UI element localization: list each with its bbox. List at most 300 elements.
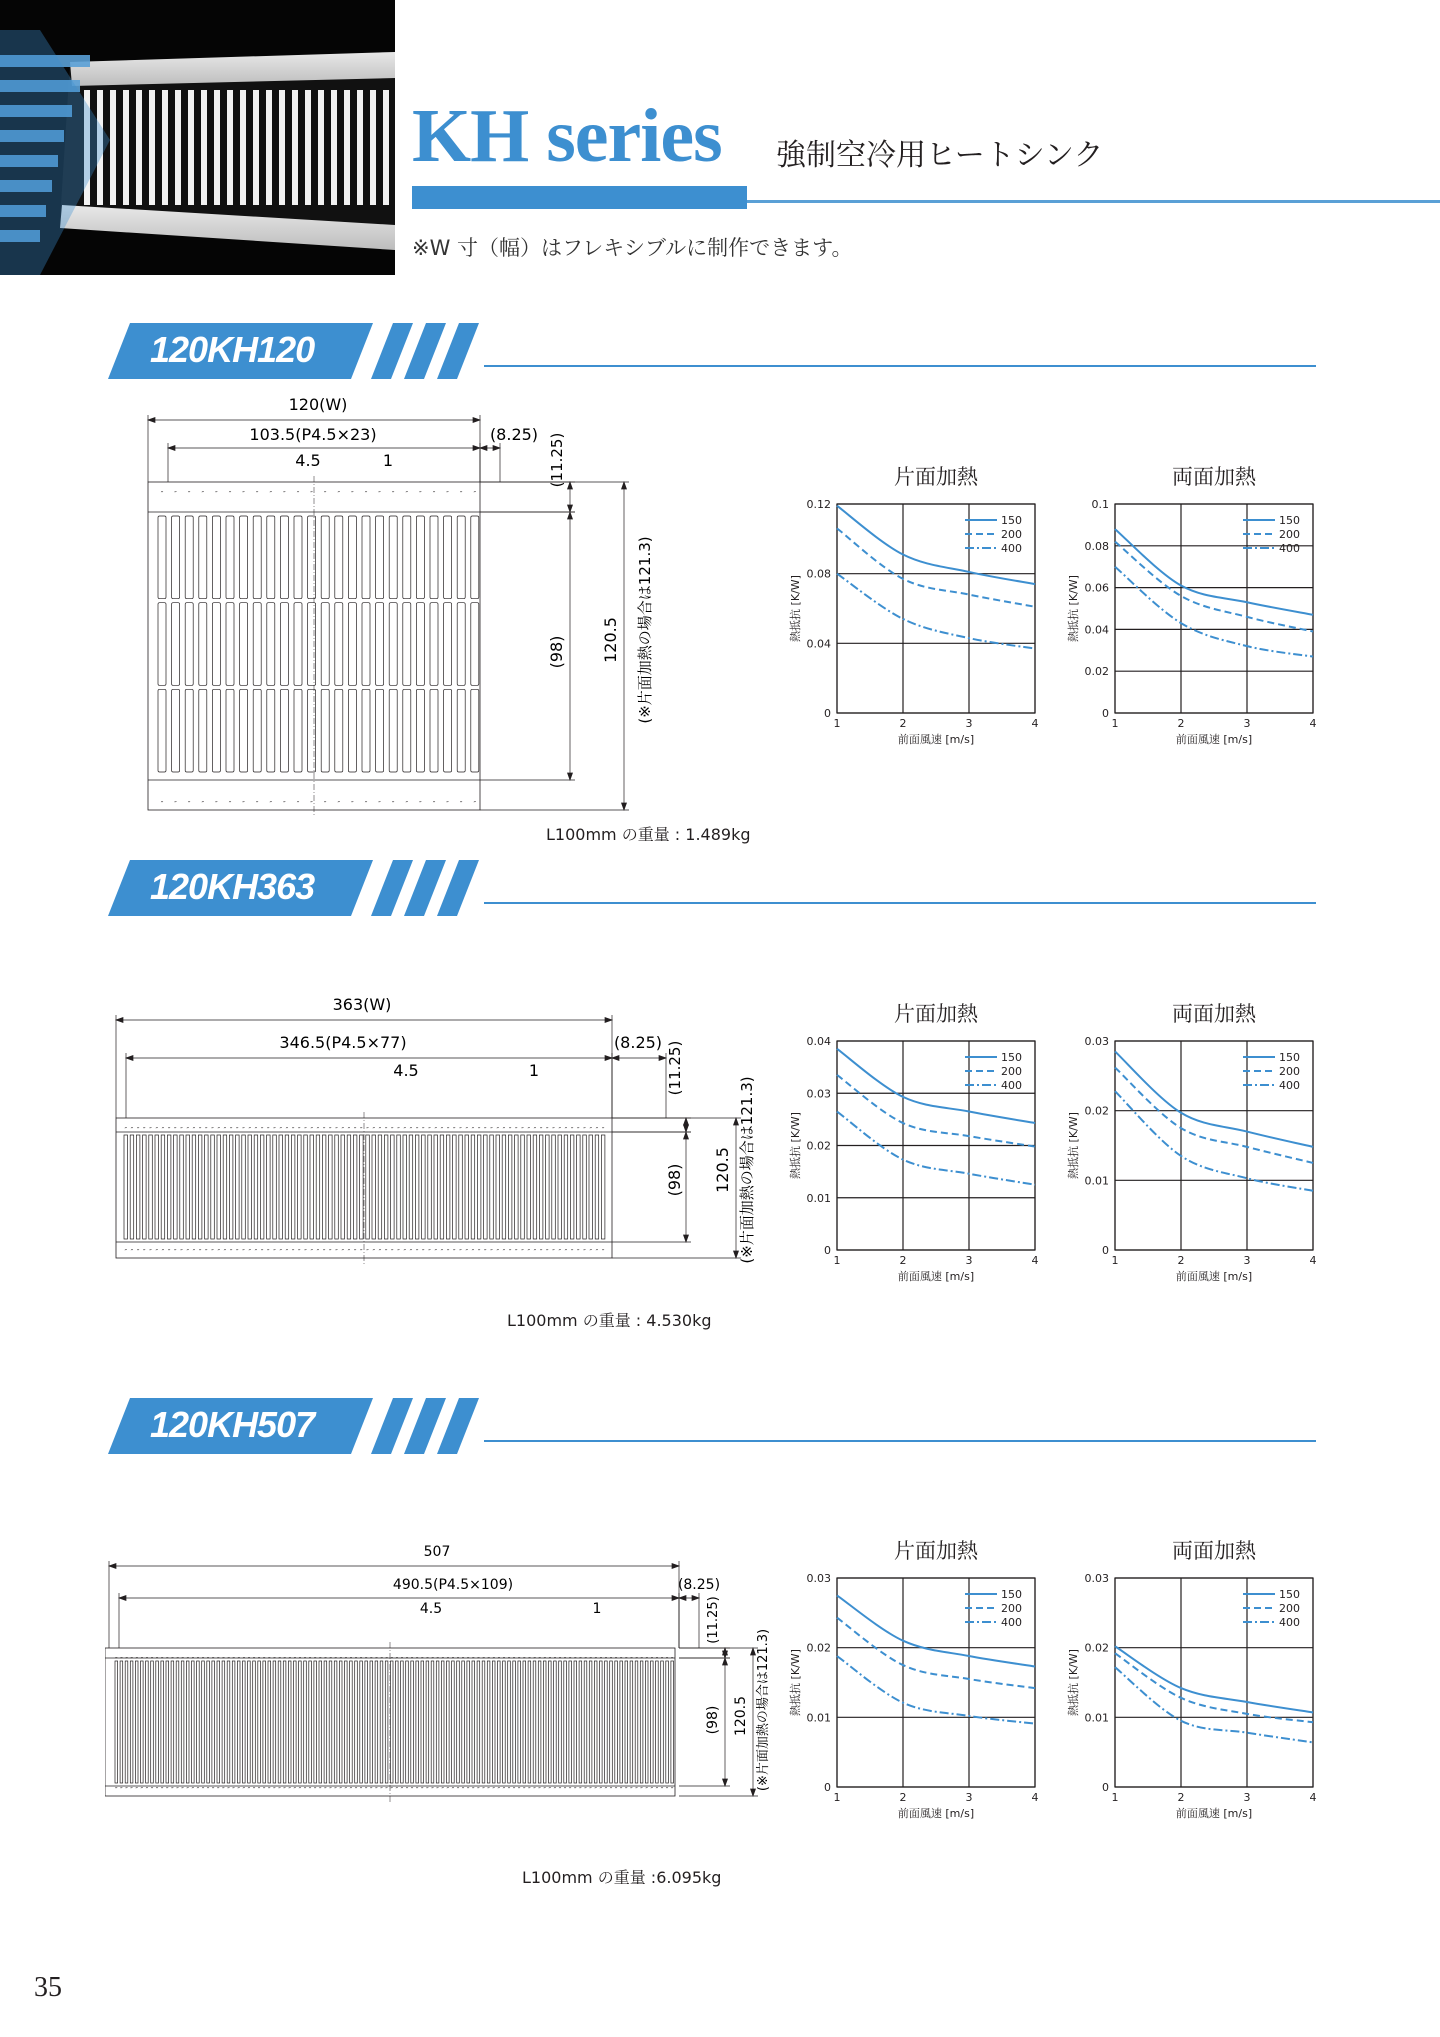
- photo-fin: [188, 90, 194, 205]
- fin: [615, 1661, 618, 1783]
- fin-mark: ″: [670, 1786, 674, 1794]
- fin-mark: ″: [232, 1656, 235, 1664]
- photo-fin: [279, 90, 285, 205]
- fin-mark: ″: [624, 1656, 628, 1664]
- fin-mark: ″: [521, 1248, 524, 1256]
- fin-segment: [253, 603, 261, 686]
- fin-mark: ″: [191, 1786, 195, 1794]
- fin-mark: ″: [304, 1126, 307, 1134]
- fin-mark: ″: [482, 1786, 485, 1794]
- fin-mark: ″: [291, 1248, 295, 1256]
- arrow-head: [723, 1779, 728, 1786]
- fin: [498, 1661, 501, 1783]
- x-tick-label: 4: [1309, 1254, 1317, 1267]
- arrow-head: [126, 1056, 133, 1061]
- fin: [396, 1661, 399, 1783]
- fin: [594, 1661, 597, 1783]
- fin: [167, 1135, 171, 1239]
- fin-mark: ″: [298, 1786, 302, 1794]
- fin: [380, 1661, 383, 1783]
- fin-mark: ″: [589, 1656, 592, 1664]
- dim-top: (11.25): [706, 1596, 721, 1644]
- fin-segment: [471, 603, 479, 686]
- fin-mark: ″: [283, 1656, 286, 1664]
- y-axis-label: 熱抵抗 [K/W]: [789, 575, 802, 642]
- fin: [406, 1661, 409, 1783]
- fin: [487, 1661, 490, 1783]
- fin-mark: ″: [349, 1656, 353, 1664]
- fin-mark: ″: [344, 1656, 348, 1664]
- fin: [452, 1661, 455, 1783]
- fin: [605, 1661, 608, 1783]
- fin-mark: ″: [174, 1126, 177, 1134]
- fin: [482, 1661, 485, 1783]
- fin: [329, 1135, 333, 1239]
- photo-fin: [227, 90, 233, 205]
- fin-mark: ″: [378, 800, 381, 808]
- fin-mark: ″: [466, 1656, 470, 1664]
- fin-mark: ″: [167, 1126, 171, 1134]
- fin-mark: ″: [533, 1786, 536, 1794]
- fin-mark: ″: [247, 1786, 251, 1794]
- fin-mark: ″: [640, 1656, 643, 1664]
- fin-mark: ″: [528, 1786, 531, 1794]
- fin-mark: ″: [257, 1656, 261, 1664]
- fin-mark: ″: [517, 1786, 521, 1794]
- fin-mark: ″: [395, 1656, 399, 1664]
- photo-fin: [370, 90, 376, 205]
- fin-segment: [457, 603, 465, 686]
- fin-segment: [185, 516, 193, 599]
- fin-mark: ″: [296, 490, 300, 498]
- fin-mark: ″: [397, 1126, 400, 1134]
- fin-mark: ″: [215, 490, 218, 498]
- fin-segment: [199, 603, 207, 686]
- fin-mark: ″: [324, 1656, 327, 1664]
- fin-segment: [199, 689, 207, 772]
- fin-mark: ″: [507, 1786, 511, 1794]
- fin-mark: ″: [206, 1656, 210, 1664]
- fin: [156, 1661, 159, 1783]
- fin: [595, 1135, 599, 1239]
- fin: [465, 1135, 469, 1239]
- y-tick-label: 0.01: [1084, 1711, 1109, 1725]
- fin-mark: ″: [174, 800, 177, 808]
- fin-mark: ″: [186, 1786, 190, 1794]
- dim-height-note: (※片面加熱の場合は121.3): [756, 1628, 771, 1792]
- fin-mark: ″: [422, 1126, 425, 1134]
- legend-label: 150: [1001, 1588, 1022, 1601]
- dimension-line: [480, 443, 500, 482]
- fin: [453, 1135, 457, 1239]
- fin-mark: ″: [293, 1786, 297, 1794]
- fin-mark: ″: [313, 1656, 317, 1664]
- fin-mark: ″: [380, 1786, 383, 1794]
- fin-mark: ″: [400, 1656, 404, 1664]
- fin-mark: ″: [255, 490, 259, 498]
- fin: [515, 1135, 519, 1239]
- fin-mark: ″: [609, 1656, 613, 1664]
- fin-mark: ″: [459, 1126, 462, 1134]
- series-line-400: [1115, 1667, 1313, 1742]
- fin-mark: ″: [140, 1656, 144, 1664]
- fin-mark: ″: [242, 490, 245, 498]
- chart-title: 片面加熱: [894, 1539, 978, 1563]
- legend-label: 400: [1001, 1616, 1022, 1629]
- fin-mark: ″: [369, 1656, 373, 1664]
- fin-mark: ″: [502, 1656, 506, 1664]
- fin-array: [115, 1661, 674, 1783]
- x-tick-label: 1: [1111, 1254, 1119, 1267]
- fin: [365, 1661, 368, 1783]
- fin: [447, 1661, 450, 1783]
- fin-mark: ″: [570, 1248, 574, 1256]
- arrow-head: [684, 1125, 689, 1132]
- fin-mark: ″: [187, 490, 191, 498]
- arrow-head: [692, 1596, 699, 1601]
- fin: [422, 1135, 426, 1239]
- fin-segment: [362, 516, 370, 599]
- fin-mark: ″: [397, 1248, 400, 1256]
- fin-mark: ″: [595, 1248, 599, 1256]
- fin-segment: [267, 603, 275, 686]
- fin-mark: ″: [539, 1126, 543, 1134]
- fin: [260, 1135, 264, 1239]
- dim-width: 120(W): [288, 395, 348, 414]
- legend-label: 200: [1001, 1602, 1022, 1615]
- fin-mark: ″: [125, 1656, 128, 1664]
- y-tick-label: 0: [824, 1781, 831, 1794]
- fin-mark: ″: [196, 1786, 200, 1794]
- fin-mark: ″: [237, 1786, 241, 1794]
- fin-mark: ″: [538, 1786, 541, 1794]
- y-axis-label: 熱抵抗 [K/W]: [1067, 575, 1080, 642]
- fin: [217, 1135, 221, 1239]
- fin-mark: ″: [223, 1248, 227, 1256]
- fin-mark: ″: [415, 1248, 419, 1256]
- y-tick-label: 0.03: [806, 1572, 831, 1585]
- dimension-line: [168, 443, 480, 482]
- fin: [120, 1661, 123, 1783]
- fin: [390, 1661, 393, 1783]
- fin: [285, 1135, 289, 1239]
- fin-mark: ″: [120, 1656, 123, 1664]
- x-tick-label: 4: [1031, 1791, 1039, 1804]
- fin: [211, 1135, 215, 1239]
- fin-mark: ″: [594, 1786, 598, 1794]
- fin: [661, 1661, 664, 1783]
- fin-mark: ″: [428, 1126, 431, 1134]
- fin: [143, 1135, 147, 1239]
- legend-label: 150: [1279, 1051, 1300, 1064]
- arrow-head: [684, 1235, 689, 1242]
- dim-inner-h: (98): [665, 1163, 684, 1197]
- fin: [385, 1661, 388, 1783]
- dim-pitch: 103.5(P4.5×23): [249, 425, 377, 444]
- section-rule: [484, 1440, 1316, 1442]
- fin-mark: ″: [548, 1656, 552, 1664]
- model-name: 120KH507: [150, 1404, 315, 1445]
- fin-mark: ″: [512, 1656, 516, 1664]
- dimension-line: [679, 1593, 699, 1648]
- fin-mark: ″: [546, 1248, 549, 1256]
- dim-inner-h: (98): [705, 1705, 721, 1735]
- fin-mark: ″: [378, 1126, 382, 1134]
- fin-segment: [403, 516, 411, 599]
- fin-segment: [240, 689, 248, 772]
- model-band-120kh120: [108, 323, 488, 379]
- fin: [375, 1661, 378, 1783]
- fin-mark: ″: [508, 1126, 512, 1134]
- fin-segment: [430, 689, 438, 772]
- fin-mark: ″: [318, 1656, 322, 1664]
- fin-segment: [430, 516, 438, 599]
- fin: [645, 1661, 648, 1783]
- fin-segment: [321, 516, 329, 599]
- fin-segment: [253, 689, 261, 772]
- fin: [459, 1135, 463, 1239]
- fin-mark: ″: [426, 1786, 429, 1794]
- fin-mark: ″: [471, 1248, 475, 1256]
- weight-label: L100mm の重量 : 1.489kg: [546, 825, 751, 844]
- dimension-line: [612, 1118, 691, 1132]
- fin: [490, 1135, 494, 1239]
- fin-mark: ″: [267, 1126, 270, 1134]
- fin-mark: ″: [614, 1786, 618, 1794]
- legend-label: 200: [1279, 1065, 1300, 1078]
- fin: [391, 1135, 395, 1239]
- fin-mark: ″: [155, 1248, 159, 1256]
- fin: [283, 1661, 286, 1783]
- fin-mark: ″: [508, 1248, 512, 1256]
- fin-mark: ″: [201, 1656, 205, 1664]
- fin: [579, 1661, 582, 1783]
- arrow-head: [168, 446, 175, 451]
- chart-120kh120-double-side: [1058, 456, 1328, 756]
- fin-mark: ″: [635, 1786, 638, 1794]
- photo-fin: [344, 90, 350, 205]
- x-tick-label: 1: [833, 1791, 841, 1804]
- x-tick-label: 3: [965, 717, 973, 730]
- y-tick-label: 0.04: [806, 1035, 831, 1048]
- fin: [267, 1135, 271, 1239]
- fin-mark: ″: [149, 1126, 152, 1134]
- fin-mark: ″: [364, 490, 368, 498]
- title-underline: [412, 186, 747, 209]
- fin-mark: ″: [527, 1126, 531, 1134]
- fin-mark: ″: [487, 1786, 490, 1794]
- fin: [384, 1135, 388, 1239]
- fin: [197, 1661, 200, 1783]
- dim-height: 120.5: [733, 1695, 749, 1737]
- fin-mark: ″: [410, 1786, 414, 1794]
- fin: [288, 1661, 291, 1783]
- fin-mark: ″: [176, 1656, 179, 1664]
- fin-mark: ″: [477, 1786, 480, 1794]
- fin-segment: [444, 689, 452, 772]
- fin-mark: ″: [390, 1786, 394, 1794]
- fin-mark: ″: [228, 490, 232, 498]
- fin-mark: ″: [665, 1786, 669, 1794]
- x-tick-label: 4: [1309, 717, 1317, 730]
- fin-mark: ″: [130, 1248, 134, 1256]
- fin-mark: ″: [484, 1126, 487, 1134]
- fin-mark: ″: [285, 1248, 289, 1256]
- photo-fin: [110, 90, 116, 205]
- fin-mark: ″: [451, 1656, 455, 1664]
- fin: [457, 1661, 460, 1783]
- fin-mark: ″: [451, 1786, 455, 1794]
- fin-mark: ″: [161, 1126, 165, 1134]
- y-tick-label: 0.08: [1084, 539, 1109, 553]
- fin-mark: ″: [254, 1248, 258, 1256]
- fin-mark: ″: [298, 1656, 302, 1664]
- fin-mark: ″: [436, 1786, 439, 1794]
- fin-mark: ″: [267, 1248, 270, 1256]
- fin: [370, 1661, 373, 1783]
- fin-mark: ″: [260, 1248, 264, 1256]
- arrow-head: [684, 1132, 689, 1139]
- fin: [341, 1135, 345, 1239]
- fin-segment: [335, 689, 343, 772]
- fin-mark: ″: [273, 1786, 276, 1794]
- fin-segment: [444, 603, 452, 686]
- dim-side: (8.25): [677, 1577, 721, 1593]
- fin-mark: ″: [323, 800, 327, 808]
- series-line-400: [837, 574, 1035, 649]
- fin-mark: ″: [124, 1126, 128, 1134]
- fin-mark: ″: [434, 1126, 438, 1134]
- fin: [492, 1661, 495, 1783]
- fin-mark: ″: [354, 1656, 358, 1664]
- fin: [441, 1661, 444, 1783]
- photo-fin: [383, 90, 389, 205]
- arrow-head: [751, 1648, 756, 1655]
- fin: [202, 1661, 205, 1783]
- fin: [227, 1661, 230, 1783]
- photo-fin: [305, 90, 311, 205]
- fin: [378, 1135, 382, 1239]
- fin-segment: [457, 689, 465, 772]
- fin-mark: ″: [589, 1126, 593, 1134]
- fin: [630, 1661, 633, 1783]
- x-tick-label: 2: [1177, 1791, 1185, 1804]
- fin-mark: ″: [459, 490, 463, 498]
- fin-mark: ″: [650, 1786, 654, 1794]
- fin-mark: ″: [155, 1126, 159, 1134]
- dim-pitch: 346.5(P4.5×77): [279, 1033, 407, 1052]
- fin-segment: [376, 516, 384, 599]
- fin-mark: ″: [255, 800, 259, 808]
- heatsink-photo-illustration: [0, 0, 395, 275]
- fin-mark: ″: [262, 1786, 266, 1794]
- fin: [472, 1661, 475, 1783]
- fin-mark: ″: [155, 1656, 159, 1664]
- fin: [314, 1661, 317, 1783]
- fin-mark: ″: [165, 1656, 169, 1664]
- fin-mark: ″: [436, 1656, 439, 1664]
- x-tick-label: 2: [1177, 717, 1185, 730]
- fin-mark: ″: [497, 1786, 501, 1794]
- y-tick-label: 0: [1102, 1244, 1109, 1257]
- fin-mark: ″: [403, 1248, 407, 1256]
- fin: [671, 1661, 674, 1783]
- fin-mark: ″: [426, 1656, 429, 1664]
- fin: [577, 1135, 581, 1239]
- fin-mark: ″: [232, 1786, 235, 1794]
- x-axis-label: 前面風速 [m/s]: [897, 1807, 975, 1820]
- fin-mark: ″: [316, 1248, 320, 1256]
- fin: [161, 1661, 164, 1783]
- arrow-head: [659, 1056, 666, 1061]
- dim-height-note: (※片面加熱の場合は121.3): [636, 536, 654, 724]
- arrow-head: [672, 1596, 679, 1601]
- fin: [316, 1135, 320, 1239]
- fin-segment: [335, 603, 343, 686]
- fin-mark: ″: [192, 1126, 196, 1134]
- legend-label: 200: [1279, 528, 1300, 541]
- fin-mark: ″: [533, 1126, 537, 1134]
- fin-mark: ″: [136, 1126, 140, 1134]
- fin: [436, 1661, 439, 1783]
- fin-mark: ″: [186, 1248, 190, 1256]
- fin-mark: ″: [211, 1248, 214, 1256]
- fin: [656, 1661, 659, 1783]
- dimension-line: [679, 1648, 730, 1658]
- fin-mark: ″: [242, 1126, 245, 1134]
- fin: [431, 1661, 434, 1783]
- fin-mark: ″: [471, 1126, 475, 1134]
- fin: [223, 1135, 227, 1239]
- fin-mark: ″: [391, 1248, 394, 1256]
- fin-mark: ″: [283, 490, 286, 498]
- fin-mark: ″: [353, 1126, 357, 1134]
- fin-segment: [185, 603, 193, 686]
- fin-segment: [280, 516, 288, 599]
- fin-mark: ″: [502, 1126, 506, 1134]
- fin-mark: ″: [384, 1248, 388, 1256]
- fin-mark: ″: [260, 1126, 264, 1134]
- fin-mark: ″: [337, 800, 341, 808]
- fin-mark: ″: [487, 1656, 490, 1664]
- fin-mark: ″: [604, 1786, 608, 1794]
- fin: [569, 1661, 572, 1783]
- legend-label: 400: [1279, 1616, 1300, 1629]
- fin-mark: ″: [385, 1656, 388, 1664]
- drawing-120kh363: [110, 990, 770, 1290]
- fin-mark: ″: [223, 1126, 227, 1134]
- dimension-line: [612, 1053, 666, 1118]
- fin: [151, 1661, 154, 1783]
- fin-mark: ″: [558, 1248, 562, 1256]
- fin: [329, 1661, 332, 1783]
- fin-mark: ″: [303, 1656, 307, 1664]
- fin-segment: [226, 603, 234, 686]
- fin-segment: [294, 689, 302, 772]
- fin-mark: ″: [595, 1126, 599, 1134]
- fin-mark: ″: [369, 1786, 373, 1794]
- fin-mark: ″: [553, 1656, 557, 1664]
- x-tick-label: 1: [1111, 1791, 1119, 1804]
- fin-mark: ″: [517, 1656, 521, 1664]
- fin-segment: [158, 603, 166, 686]
- fin-mark: ″: [405, 1656, 409, 1664]
- fin-mark: ″: [594, 1656, 598, 1664]
- arrow-head: [568, 505, 573, 512]
- fin-mark: ″: [273, 1248, 276, 1256]
- fin-mark: ″: [484, 1248, 487, 1256]
- fin-mark: ″: [461, 1656, 465, 1664]
